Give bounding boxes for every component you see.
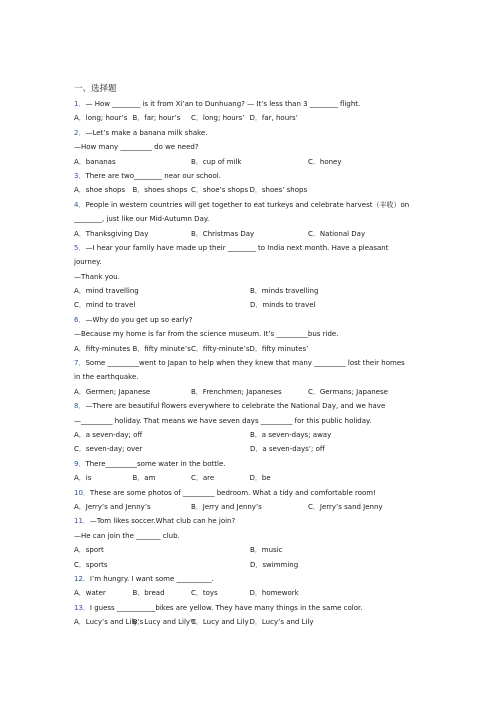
answer-option[interactable]: C．toys [191,589,218,598]
question-item [74,198,430,241]
options-row [74,111,430,125]
question-text: These are some photos of _________ bedroom. What a tidy and comfortable room! [89,488,376,497]
question-item [74,126,430,169]
question-text: in the earthquake. [74,373,139,382]
question-stem [74,97,430,111]
question-line [74,140,430,154]
question-text: —Why do you get up so early? [85,315,193,324]
question-item [74,241,430,313]
answer-option[interactable]: A．is [74,474,92,483]
question-text: I guess ___________bikes are yellow. They have many things in the same color. [89,603,363,612]
answer-option[interactable]: B．Christmas Day [191,229,255,238]
question-text: journey. [74,258,102,267]
answer-option[interactable]: A．sport [74,546,104,555]
answer-option[interactable]: C．Lucy and Lily [191,618,249,627]
answer-option[interactable]: C．National Day [308,229,366,238]
answer-option[interactable]: D．swimming [250,560,299,569]
answer-option[interactable]: B．am [132,474,156,483]
answer-option[interactable]: A．Lucy’s and Lily’s [74,618,144,627]
answer-option[interactable]: C．sports [74,560,108,569]
question-line [74,414,430,428]
question-text: There_________some water in the bottle. [85,459,226,468]
question-number: 6． [74,315,86,324]
options-row [74,500,430,514]
answer-option[interactable]: C．Jerry’s sand Jenny [308,502,383,511]
options-row [74,298,430,312]
question-line [74,370,430,384]
question-line [74,255,430,269]
question-stem [74,169,430,183]
question-item [74,457,430,486]
options-row [74,385,430,399]
question-text: —He can join the _______ club. [74,531,180,540]
answer-option[interactable]: C．honey [308,157,342,166]
question-stem [74,313,430,327]
question-list [74,97,430,629]
answer-option[interactable]: D．fifty minutes’ [249,344,309,353]
answer-option[interactable]: C．mind to travel [74,301,136,310]
question-item [74,486,430,515]
answer-option[interactable]: B．music [250,546,283,555]
question-number: 8． [74,402,86,411]
options-row [74,586,430,600]
options-row [74,342,430,356]
options-row [74,558,430,572]
answer-option[interactable]: C．seven-day; over [74,445,143,454]
question-stem [74,241,430,255]
question-item [74,169,430,198]
question-line [74,327,430,341]
question-text: People in western countries will get together to eat turkeys and celebrate harvest（丰收）on [85,200,410,209]
answer-option[interactable]: A．long; hour’s [74,114,128,123]
answer-option[interactable]: A．Thanksgiving Day [74,229,149,238]
section-title: 一、选择题 [74,84,117,94]
answer-option[interactable]: D．homework [249,589,299,598]
options-row [74,183,430,197]
options-row [74,471,430,485]
answer-option[interactable]: C．Germans; Japanese [308,387,388,396]
question-text: —Let’s make a banana milk shake. [85,128,208,137]
options-row [74,428,430,442]
question-number: 12． [74,574,90,583]
question-stem [74,486,430,500]
question-number: 3． [74,171,86,180]
answer-option[interactable]: B．Jerry and Jenny’s [191,502,262,511]
options-row [74,284,430,298]
question-stem [74,356,430,370]
question-number: 4． [74,200,86,209]
question-text: —There are beautiful flowers everywhere to celebrate the National Day, and we have [85,402,386,411]
answer-option[interactable]: C．shoe’s shops [191,186,249,195]
answer-option[interactable]: B．fifty minute’s [132,344,191,353]
question-number: 11． [74,517,90,526]
question-line [74,270,430,284]
question-number: 9． [74,459,86,468]
answer-option[interactable]: B．Frenchmen; Japaneses [191,387,282,396]
question-stem [74,514,430,528]
question-text: —_________ holiday. That means we have seven days _________ for this public holiday. [74,416,372,425]
question-item [74,313,430,356]
answer-option[interactable]: C．fifty-minute’s [191,344,250,353]
answer-option[interactable]: B．cup of milk [191,157,242,166]
answer-option[interactable]: A．fifty-minutes [74,344,131,353]
question-text: ________, just like our Mid-Autumn Day. [74,215,210,224]
question-text: — How ________ is it from Xi’an to Dunhuang? — It’s less than 3 ________ flight. [85,100,361,108]
answer-option[interactable]: B．a seven-days; away [250,430,332,439]
question-line [74,529,430,543]
answer-option[interactable]: A．a seven-day; off [74,430,143,439]
answer-option[interactable]: A．Jerry’s and Jenny’s [74,502,151,511]
answer-option[interactable]: D．far, hours’ [249,114,298,123]
options-row [74,442,430,456]
answer-option[interactable]: A．water [74,589,106,598]
question-stem [74,601,430,615]
answer-option[interactable]: A．Germen; Japanese [74,387,151,396]
question-item [74,399,430,457]
question-stem [74,126,430,140]
options-row [74,543,430,557]
question-number: 7． [74,359,86,368]
question-text: I’m hungry. I want some __________. [89,574,214,583]
answer-option[interactable]: C．are [191,474,215,483]
question-item [74,97,430,126]
options-row [74,227,430,241]
question-number: 5． [74,243,86,252]
question-text: There are two________ near our school. [85,171,221,180]
question-line [74,212,430,226]
question-text: Some _________went to Japan to help when they knew that many _________ lost their homes [85,359,405,368]
question-text: —Tom likes soccer.What club can he join? [89,517,236,526]
answer-option[interactable]: D．minds to travel [250,301,316,310]
answer-option[interactable]: D．a seven-days’; off [250,445,325,454]
options-row [74,155,430,169]
question-item [74,601,430,630]
question-number: 1． [74,100,86,108]
answer-option[interactable]: B．bread [132,589,165,598]
question-number: 2． [74,128,86,137]
question-number: 10． [74,488,90,497]
answer-option[interactable]: D．be [249,474,271,483]
answer-option[interactable]: B．far; hour’s [132,114,181,123]
question-stem [74,572,430,586]
question-stem [74,198,430,212]
question-stem [74,399,430,413]
answer-option[interactable]: D．shoes’ shops [249,186,308,195]
question-item [74,356,430,399]
question-text: —I hear your family have made up their ________ to India next month. Have a pleasant [85,243,389,252]
answer-option[interactable]: B．shoes shops [132,186,188,195]
question-text: —Thank you. [74,272,120,281]
answer-option[interactable]: A．mind travelling [74,287,139,296]
answer-option[interactable]: A．bananas [74,157,116,166]
question-text: —How many _________ do we need? [74,143,199,152]
answer-option[interactable]: D．Lucy’s and Lily [249,618,314,627]
answer-option[interactable]: C．long; hours’ [191,114,245,123]
question-item [74,572,430,601]
question-text: —Because my home is far from the science museum. It’s _________bus ride. [74,330,339,339]
answer-option[interactable]: B．Lucy and Lily’s [132,618,196,627]
answer-option[interactable]: A．shoe shops [74,186,126,195]
options-row [74,615,430,629]
answer-option[interactable]: B．minds travelling [250,287,319,296]
question-stem [74,457,430,471]
question-number: 13． [74,603,90,612]
question-item [74,514,430,572]
